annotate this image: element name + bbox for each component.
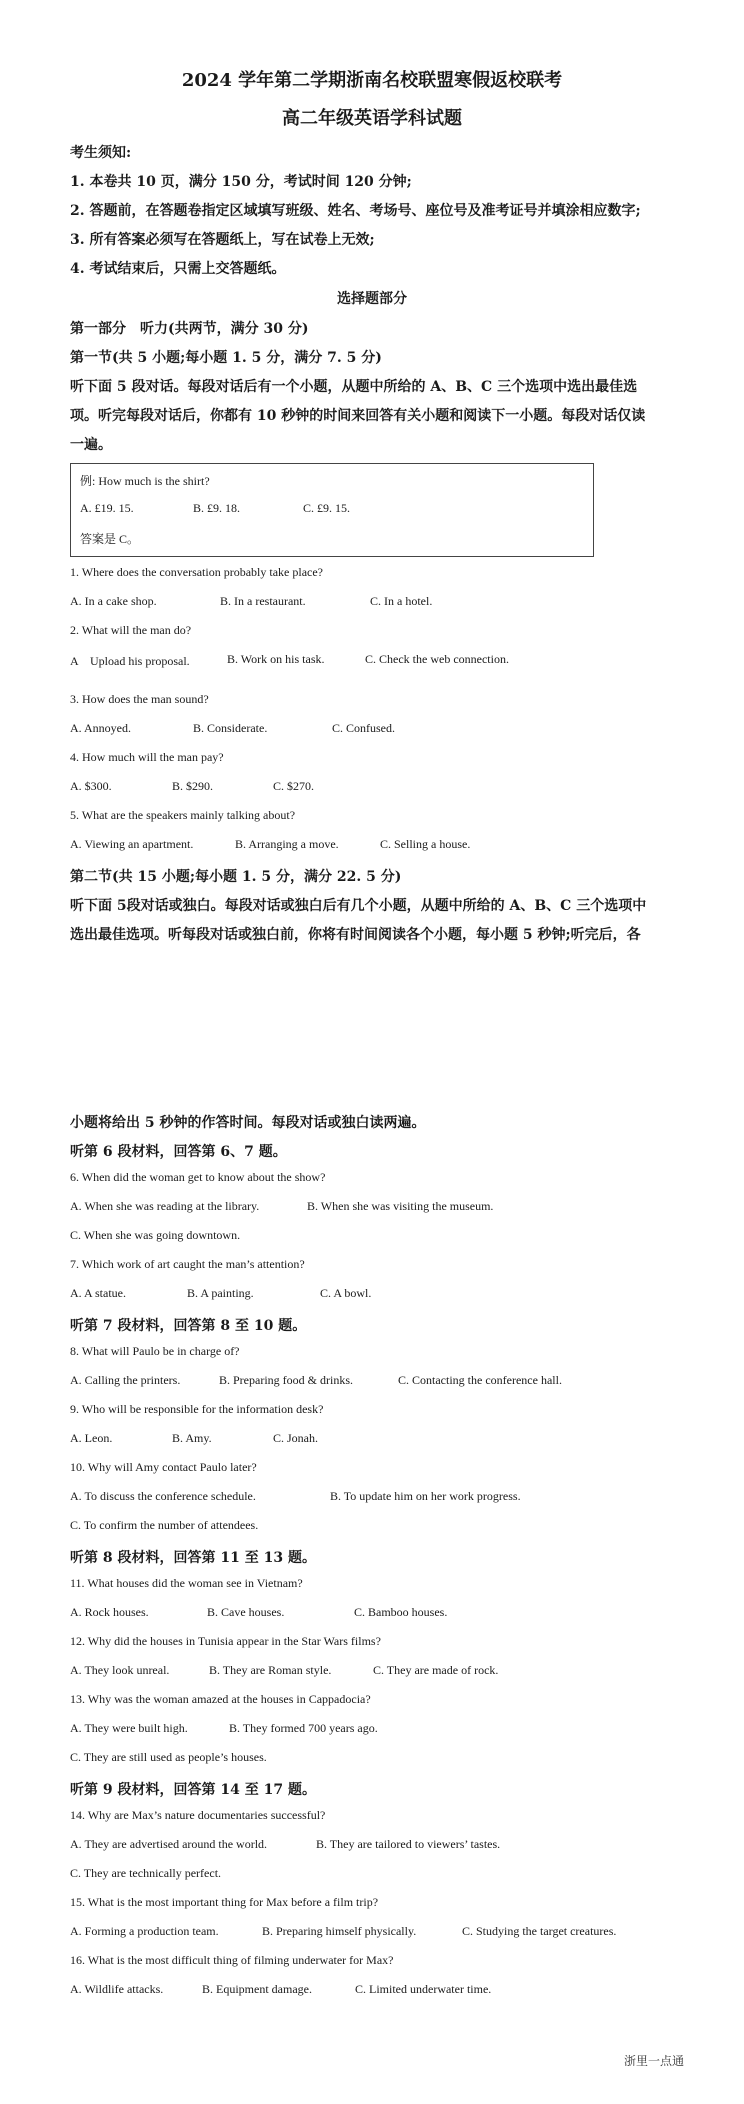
- q1-option-c: C. In a hotel.: [370, 594, 433, 608]
- q5-option-c: C. Selling a house.: [380, 837, 471, 851]
- q9-option-c: C. Jonah.: [273, 1431, 318, 1445]
- q15-option-c: C. Studying the target creatures.: [462, 1924, 617, 1938]
- q7-option-b: B. A painting.: [187, 1286, 254, 1300]
- q2-option-c: C. Check the web connection.: [365, 652, 509, 666]
- material-9-heading: 听第 9 段材料，回答第 14 至 17 题。: [70, 1782, 316, 1798]
- q13-option-c: C. They are still used as people’s houses.: [70, 1750, 267, 1764]
- q3-option-a: A. Annoyed.: [70, 721, 131, 735]
- q16-option-a: A. Wildlife attacks.: [70, 1982, 164, 1996]
- q11-option-b: B. Cave houses.: [207, 1605, 285, 1619]
- question-6: 6. When did the woman get to know about the show?: [70, 1170, 326, 1184]
- q15-option-b: B. Preparing himself physically.: [262, 1924, 417, 1938]
- question-9: 9. Who will be responsible for the information desk?: [70, 1402, 324, 1416]
- sec1-instruction-2: 项。听完每段对话后，你都有 10 秒钟的时间来回答有关小题和阅读下一小题。每段对话仅读: [70, 408, 646, 424]
- q4-option-a: A. $300.: [70, 779, 112, 793]
- exam-title: 2024 学年第二学期浙南名校联盟寒假返校联考: [181, 70, 563, 91]
- question-7: 7. Which work of art caught the man’s attention?: [70, 1257, 305, 1271]
- q15-option-a: A. Forming a production team.: [70, 1924, 219, 1938]
- q6-option-a: A. When she was reading at the library.: [70, 1199, 260, 1213]
- question-12: 12. Why did the houses in Tunisia appear in the Star Wars films?: [70, 1634, 381, 1648]
- q14-option-a: A. They are advertised around the world.: [70, 1837, 268, 1851]
- example-question: 例: How much is the shirt?: [80, 474, 210, 488]
- q14-option-b: B. They are tailored to viewers’ tastes.: [316, 1837, 501, 1851]
- q10-option-b: B. To update him on her work progress.: [330, 1489, 521, 1503]
- q16-option-c: C. Limited underwater time.: [355, 1982, 492, 1996]
- q10-option-c: C. To confirm the number of attendees.: [70, 1518, 259, 1532]
- q11-option-c: C. Bamboo houses.: [354, 1605, 448, 1619]
- question-4: 4. How much will the man pay?: [70, 750, 224, 764]
- sec1-instruction-3: 一遍。: [70, 437, 112, 453]
- sec2-title: 第二节(共 15 小题;每小题 1. 5 分，满分 22. 5 分): [70, 869, 402, 885]
- q7-option-a: A. A statue.: [70, 1286, 126, 1300]
- material-7-heading: 听第 7 段材料，回答第 8 至 10 题。: [70, 1318, 307, 1334]
- example-option-b: B. £9. 18.: [193, 501, 241, 515]
- question-1: 1. Where does the conversation probably take place?: [70, 565, 324, 579]
- q8-option-c: C. Contacting the conference hall.: [398, 1373, 562, 1387]
- q2-option-b: B. Work on his task.: [227, 652, 325, 666]
- notice-item-4: 4. 考试结束后，只需上交答题纸。: [70, 261, 286, 277]
- q13-option-a: A. They were built high.: [70, 1721, 188, 1735]
- exam-subtitle: 高二年级英语学科试题: [282, 108, 462, 129]
- question-11: 11. What houses did the woman see in Vietnam?: [70, 1576, 303, 1590]
- example-option-a: A. £19. 15.: [80, 501, 134, 515]
- q5-option-b: B. Arranging a move.: [235, 837, 339, 851]
- sec1-instruction-1: 听下面 5 段对话。每段对话后有一个小题，从题中所给的 A、B、C 三个选项中选出最佳选: [70, 379, 638, 395]
- part1-title: 第一部分 听力(共两节，满分 30 分): [70, 321, 309, 337]
- q9-option-b: B. Amy.: [172, 1431, 212, 1445]
- q12-option-b: B. They are Roman style.: [209, 1663, 332, 1677]
- q7-option-c: C. A bowl.: [320, 1286, 372, 1300]
- question-14: 14. Why are Max’s nature documentaries successful?: [70, 1808, 326, 1822]
- q12-option-c: C. They are made of rock.: [373, 1663, 499, 1677]
- q3-option-b: B. Considerate.: [193, 721, 268, 735]
- sec2-instruction-3: 小题将给出 5 秒钟的作答时间。每段对话或独白读两遍。: [70, 1115, 426, 1131]
- q2-option-a: A Upload his proposal.: [70, 654, 190, 668]
- q11-option-a: A. Rock houses.: [70, 1605, 149, 1619]
- q6-option-b: B. When she was visiting the museum.: [307, 1199, 494, 1213]
- q1-option-b: B. In a restaurant.: [220, 594, 306, 608]
- question-5: 5. What are the speakers mainly talking about?: [70, 808, 296, 822]
- q4-option-c: C. $270.: [273, 779, 315, 793]
- q5-option-a: A. Viewing an apartment.: [70, 837, 194, 851]
- q14-option-c: C. They are technically perfect.: [70, 1866, 222, 1880]
- example-answer: 答案是 C。: [80, 532, 140, 546]
- question-3: 3. How does the man sound?: [70, 692, 209, 706]
- q1-option-a: A. In a cake shop.: [70, 594, 157, 608]
- notice-heading: 考生须知:: [70, 145, 132, 161]
- material-8-heading: 听第 8 段材料，回答第 11 至 13 题。: [70, 1550, 316, 1566]
- question-15: 15. What is the most important thing for Max before a film trip?: [70, 1895, 379, 1909]
- example-option-c: C. £9. 15.: [303, 501, 351, 515]
- sec2-instruction-2: 选出最佳选项。听每段对话或独白前，你将有时间阅读各个小题，每小题 5 秒钟;听完后，各: [70, 927, 641, 943]
- q13-option-b: B. They formed 700 years ago.: [229, 1721, 378, 1735]
- question-10: 10. Why will Amy contact Paulo later?: [70, 1460, 257, 1474]
- sec1-title: 第一节(共 5 小题;每小题 1. 5 分，满分 7. 5 分): [70, 350, 382, 366]
- material-6-heading: 听第 6 段材料，回答第 6、7 题。: [70, 1144, 287, 1160]
- q8-option-b: B. Preparing food & drinks.: [219, 1373, 353, 1387]
- q8-option-a: A. Calling the printers.: [70, 1373, 181, 1387]
- q10-option-a: A. To discuss the conference schedule.: [70, 1489, 256, 1503]
- q4-option-b: B. $290.: [172, 779, 214, 793]
- q16-option-b: B. Equipment damage.: [202, 1982, 312, 1996]
- q6-option-c: C. When she was going downtown.: [70, 1228, 241, 1242]
- footer-brand: 浙里一点通: [623, 2054, 684, 2068]
- question-16: 16. What is the most difficult thing of filming underwater for Max?: [70, 1953, 394, 1967]
- question-2: 2. What will the man do?: [70, 623, 192, 637]
- sec2-instruction-1: 听下面 5段对话或独白。每段对话或独白后有几个小题，从题中所给的 A、B、C 三个选项中: [70, 898, 647, 914]
- q3-option-c: C. Confused.: [332, 721, 395, 735]
- question-13: 13. Why was the woman amazed at the houses in Cappadocia?: [70, 1692, 371, 1706]
- notice-item-2: 2. 答题前，在答题卷指定区域填写班级、姓名、考场号、座位号及准考证号并填涂相应数字;: [70, 203, 641, 219]
- notice-item-1: 1. 本卷共 10 页，满分 150 分，考试时间 120 分钟;: [70, 174, 412, 190]
- notice-item-3: 3. 所有答案必须写在答题纸上，写在试卷上无效;: [70, 232, 375, 248]
- q12-option-a: A. They look unreal.: [70, 1663, 170, 1677]
- question-8: 8. What will Paulo be in charge of?: [70, 1344, 240, 1358]
- section-title: 选择题部分: [337, 291, 407, 307]
- q9-option-a: A. Leon.: [70, 1431, 113, 1445]
